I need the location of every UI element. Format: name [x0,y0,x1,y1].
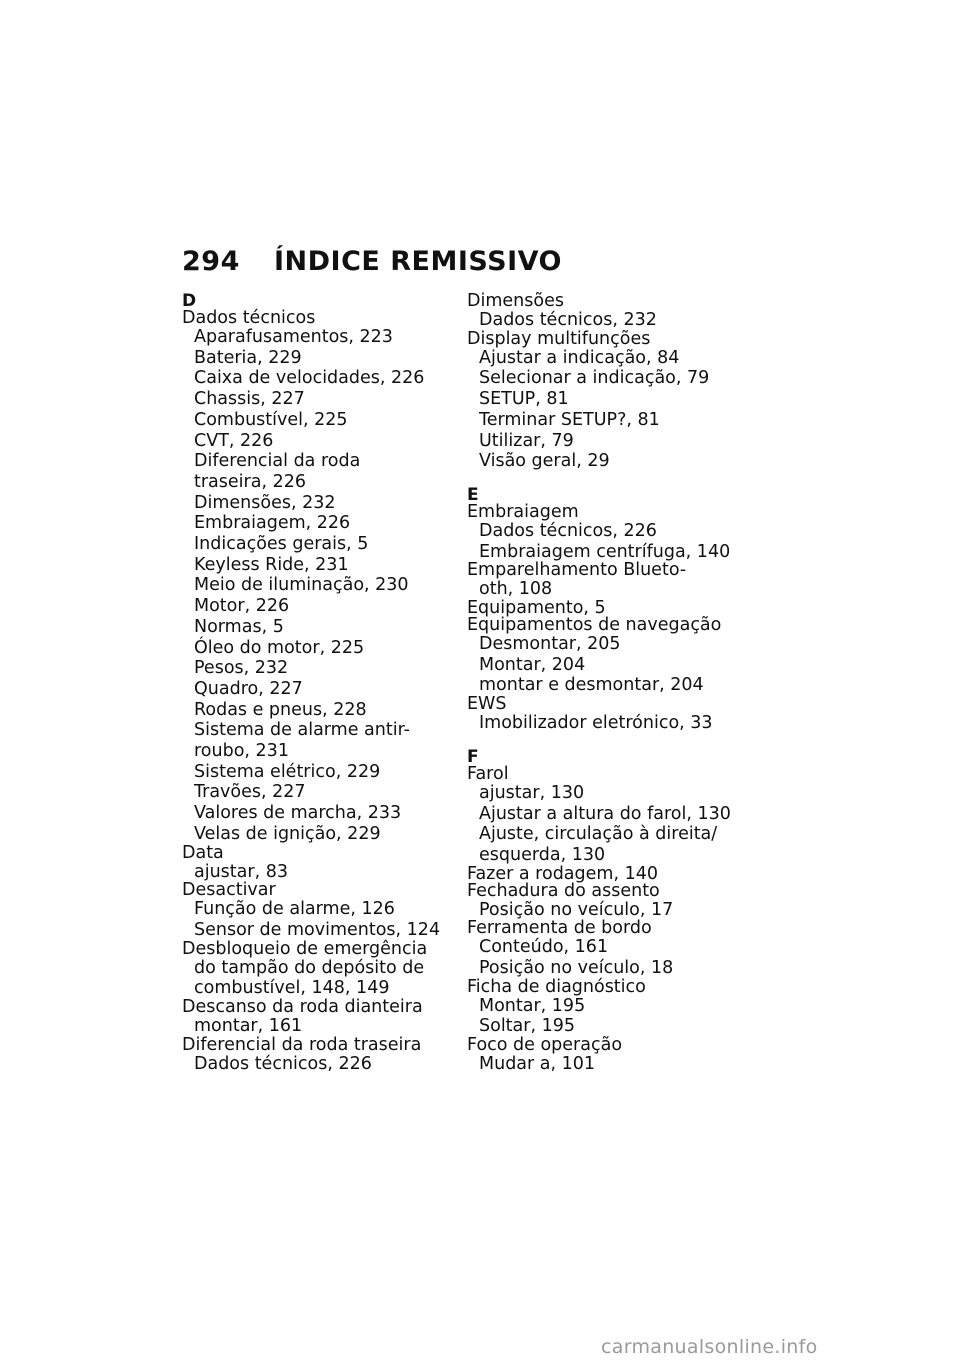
index-subentry: Dados técnicos, 232 [479,310,657,330]
index-subentry: Valores de marcha, 233 [194,803,402,824]
index-letter: F [467,746,479,767]
index-term: Foco de operação [467,1035,623,1056]
index-term: Equipamentos de navegação [467,615,722,636]
index-entry [182,1034,452,1075]
index-subentry: traseira, 226 [194,471,306,492]
watermark: carmanualsonline.info [601,1336,818,1358]
index-term: Data [182,842,224,863]
index-column-right [467,293,757,1075]
index-term: Diferencial da roda traseira [182,1034,422,1055]
index-term: Fechadura do assento [467,880,660,901]
index-entry [467,501,757,562]
index-subentry: Travões, 227 [194,782,306,803]
index-subentry: Desmontar, 205 [479,634,621,655]
index-subentry: Terminar SETUP?, 81 [479,409,660,430]
page-number: 294 [182,246,240,277]
index-subentry: Ajustar a altura do farol, 130 [479,803,731,824]
index-subentry: Óleo do motor, 225 [194,637,365,658]
index-subentry: Keyless Ride, 231 [194,554,349,575]
index-entry [182,938,452,999]
index-subentry: Mudar a, 101 [479,1054,596,1075]
index-subentry: Visão geral, 29 [479,451,610,472]
index-term: Desactivar [182,880,276,901]
index-term: Emparelhamento Blueto- [467,560,687,581]
index-subentry: Quadro, 227 [194,678,303,699]
index-term: Equipamento, 5 [467,598,606,619]
index-subentry: Utilizar, 79 [479,430,574,451]
index-entry [467,1037,757,1075]
index-subentry: CVT, 226 [194,430,274,451]
index-term: Fazer a rodagem, 140 [467,863,658,884]
index-subentry: Velas de ignição, 229 [194,823,381,844]
index-entry [467,696,757,734]
index-subentry: Aparafusamentos, 223 [194,327,393,347]
index-subentry: Motor, 226 [194,596,290,617]
index-subentry: Posição no veículo, 17 [479,899,674,920]
index-subentry: Imobilizador eletrónico, 33 [479,713,713,734]
index-entry [467,617,757,696]
index-subentry: Normas, 5 [194,616,284,637]
index-subentry: Sistema elétrico, 229 [194,761,381,782]
index-entry [467,976,757,1037]
index-entry [467,763,757,866]
index-subentry: ajustar, 130 [479,782,585,803]
index-subentry: Embraiagem, 226 [194,513,351,534]
index-subentry: roubo, 231 [194,741,289,762]
index-subentry: Função de alarme, 126 [194,899,395,920]
index-subentry: Pesos, 232 [194,658,289,679]
index-subentry: oth, 108 [479,579,553,600]
index-entry [467,562,757,600]
index-subentry: Indicações gerais, 5 [194,534,369,555]
index-term: Ficha de diagnóstico [467,976,646,997]
index-term: Ferramenta de bordo [467,918,652,939]
index-entry [182,310,452,845]
index-subentry: Diferencial da roda [194,451,361,472]
index-entry [467,880,757,921]
index-subentry: Caixa de velocidades, 226 [194,368,425,389]
index-subentry: montar, 161 [194,1016,303,1037]
index-term: Farol [467,763,509,784]
index-subentry: esquerda, 130 [479,844,606,865]
index-column-left [182,293,452,1075]
index-subentry: Soltar, 195 [479,1016,575,1037]
index-subentry: Ajuste, circulação à direita/ [479,824,718,845]
index-letter: D [182,291,197,311]
index-subentry: Chassis, 227 [194,389,305,410]
index-subentry: Conteúdo, 161 [479,937,609,958]
index-subentry: combustível, 148, 149 [194,978,390,999]
index-entry [467,920,757,978]
index-entry [182,999,452,1037]
index-term: Descanso da roda dianteira [182,997,423,1018]
page-title: ÍNDICE REMISSIVO [274,246,563,277]
index-subentry: Ajustar a indicação, 84 [479,347,680,368]
index-term: Dimensões [467,291,564,311]
index-subentry: Rodas e pneus, 228 [194,699,367,720]
index-subentry: Embraiagem centrífuga, 140 [479,541,731,562]
index-subentry: Montar, 204 [479,654,586,675]
index-letter: E [467,484,479,505]
index-subentry: Dados técnicos, 226 [194,1053,372,1074]
index-subentry: Montar, 195 [479,995,586,1016]
index-term: Desbloqueio de emergência [182,938,428,959]
index-term: Dados técnicos [182,308,316,328]
index-subentry: Posição no veículo, 18 [479,958,674,979]
index-entry [182,842,452,883]
index-term: Embraiagem [467,501,579,522]
index-subentry: do tampão do depósito de [194,957,425,978]
index-subentry: Dimensões, 232 [194,492,336,513]
index-subentry: Sistema de alarme antir- [194,720,410,741]
index-entry [467,293,757,331]
index-subentry: Combustível, 225 [194,409,348,430]
index-subentry: SETUP, 81 [479,389,569,410]
index-subentry: Bateria, 229 [194,347,302,368]
page-header [182,246,562,277]
index-term: Display multifunções [467,328,651,349]
index-term: EWS [467,694,507,715]
index-subentry: Selecionar a indicação, 79 [479,368,710,389]
index-subentry: Meio de iluminação, 230 [194,575,409,596]
index-subentry: montar e desmontar, 204 [479,675,704,696]
index-subentry: ajustar, 83 [194,861,288,882]
index-entry [182,882,452,940]
index-subentry: Dados técnicos, 226 [479,520,657,541]
index-entry [467,328,757,472]
index-subentry: Sensor de movimentos, 124 [194,919,441,940]
